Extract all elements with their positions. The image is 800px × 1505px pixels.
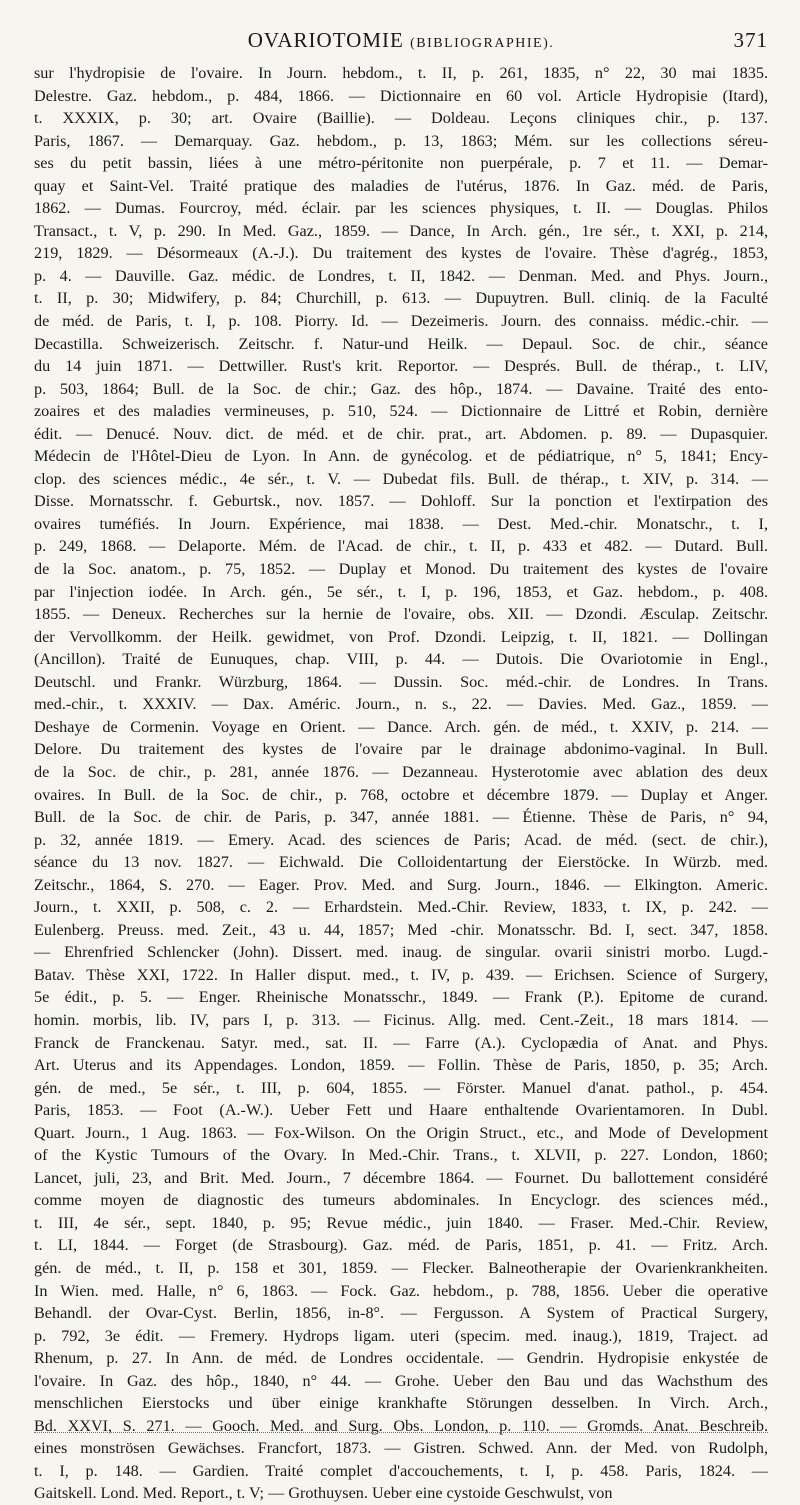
text-line: Transact., t. V, p. 290. In Med. Gaz., 1859. — Dance, In Arch. gén., 1re sér., t. XXI, p. 214, (34, 221, 768, 240)
text-line: med.-chir., t. XXXIV. — Dax. Améric. Journ., n. s., 22. — Davies. Med. Gaz., 1859. — (34, 695, 768, 714)
text-line: ovaires. In Bull. de la Soc. de chir., p. 768, octobre et décembre 1879. — Duplay et Anger. (34, 785, 768, 804)
text-line: édit. — Denucé. Nouv. dict. de méd. et de chir. prat., art. Abdomen. p. 89. — Dupasquier. (34, 424, 768, 443)
text-line: clop. des sciences médic., 4e sér., t. V. — Dubedat fils. Bull. de thérap., t. XIV, p. 314. — (34, 469, 768, 488)
text-line: ses du petit bassin, liées à une métro-péritonite non puerpérale, p. 7 et 11. — Demar- (34, 154, 768, 173)
text-line: Eulenberg. Preuss. med. Zeit., 43 u. 44, 1857; Med -chir. Monatsschr. Bd. I, sect. 347, 1858. (34, 920, 768, 939)
text-line: homin. morbis, lib. IV, pars I, p. 313. — Ficinus. Allg. med. Cent.-Zeit., 18 mars 1814. — (34, 1010, 768, 1029)
text-line: Médecin de l'Hôtel-Dieu de Lyon. In Ann. de gynécolog. et de pédiatrique, n° 5, 1841; Ency- (34, 447, 768, 466)
text-line: (Ancillon). Traité de Eunuques, chap. VIII, p. 44. — Dutois. Die Ovariotomie in Engl., (34, 650, 768, 669)
book-page (34, 28, 768, 1505)
text-line: In Wien. med. Halle, n° 6, 1863. — Fock. Gaz. hebdom., p. 788, 1856. Ueber die operative (34, 1281, 768, 1300)
text-line: p. 792, 3e édit. — Fremery. Hydrops ligam. uteri (specim. med. inaug.), 1819, Traject. ad (34, 1326, 768, 1345)
text-line: sur l'hydropisie de l'ovaire. In Journ. hebdom., t. II, p. 261, 1835, n° 22, 30 mai 1835. (34, 64, 768, 82)
text-line: Rhenum, p. 27. In Ann. de méd. de Londres occidentale. — Gendrin. Hydropisie enkystée de (34, 1349, 768, 1368)
text-line: Gaitskell. Lond. Med. Report., t. V; — Grothuysen. Ueber eine cystoide Geschwulst, von (34, 1484, 613, 1503)
text-line: gén. de med., 5e sér., t. III, p. 604, 1855. — Förster. Manuel d'anat. pathol., p. 454. (34, 1078, 768, 1097)
text-line: 1862. — Dumas. Fourcroy, méd. éclair. par les sciences physiques, t. II. — Douglas. Philos (34, 199, 768, 218)
text-line: Quart. Journ., 1 Aug. 1863. — Fox-Wilson. On the Origin Struct., etc., and Mode of Development (34, 1123, 768, 1142)
text-line: Art. Uterus and its Appendages. London, 1859. — Follin. Thèse de Paris, 1850, p. 35; Arch. (34, 1056, 768, 1075)
text-line: p. 249, 1868. — Delaporte. Mém. de l'Acad. de chir., t. II, p. 433 et 482. — Dutard. Bull. (34, 537, 768, 556)
text-line: Bull. de la Soc. de chir. de Paris, p. 347, année 1881. — Étienne. Thèse de Paris, n° 94, (34, 808, 768, 827)
text-line: Journ., t. XXII, p. 508, c. 2. — Erhardstein. Med.-Chir. Review, 1833, t. IX, p. 242. — (34, 898, 768, 917)
text-line: Lancet, juli, 23, and Brit. Med. Journ., 7 décembre 1864. — Fournet. Du ballottement considéré (34, 1168, 768, 1187)
text-line: de la Soc. de chir., p. 281, année 1876. — Dezanneau. Hysterotomie avec ablation des deux (34, 762, 768, 781)
text-line: t. XXXIX, p. 30; art. Ovaire (Baillie). — Doldeau. Leçons cliniques chir., p. 137. (34, 109, 768, 128)
text-line: de la Soc. anatom., p. 75, 1852. — Duplay et Monod. Du traitement des kystes de l'ovaire (34, 560, 768, 579)
running-title-main: OVARIOTOMIE (247, 28, 404, 52)
text-line: t. III, 4e sér., sept. 1840, p. 95; Revue médic., juin 1840. — Fraser. Med.-Chir. Review, (34, 1213, 768, 1232)
text-line: par l'injection iodée. In Arch. gén., 5e sér., t. I, p. 196, 1853, et Gaz. hebdom., p. 408. (34, 582, 768, 601)
text-line: de méd. de Paris, t. I, p. 108. Piorry. Id. — Dezeimeris. Journ. des connaiss. médic.-chir. — (34, 312, 768, 331)
text-line: comme moyen de diagnostic des tumeurs abdominales. In Encyclogr. des sciences méd., (34, 1191, 768, 1210)
text-line: quay et Saint-Vel. Traité pratique des maladies de l'utérus, 1876. In Gaz. méd. de Paris, (34, 176, 768, 195)
running-title (248, 28, 554, 53)
text-line: Batav. Thèse XXI, 1722. In Haller disput. med., t. IV, p. 439. — Erichsen. Science of Surgery, (34, 965, 768, 984)
text-line: t. I, p. 148. — Gardien. Traité complet d'accouchements, t. I, p. 458. Paris, 1824. — (34, 1461, 768, 1480)
text-line: — Ehrenfried Schlencker (John). Dissert. med. inaug. de singular. ovarii sinistri morbo. Lugd.- (34, 943, 768, 962)
text-line: zoaires et des maladies vermineuses, p. 510, 524. — Dictionnaire de Littré et Robin, dernière (34, 402, 768, 421)
text-line: Deshaye de Cormenin. Voyage en Orient. — Dance. Arch. gén. de méd., t. XXIV, p. 214. — (34, 717, 768, 736)
page-number: 371 (733, 28, 768, 52)
text-line: l'ovaire. In Gaz. des hôp., 1840, n° 44. — Grohe. Ueber den Bau und das Wachsthum des (34, 1371, 768, 1390)
text-line: Zeitschr., 1864, S. 270. — Eager. Prov. Med. and Surg. Journ., 1846. — Elkington. Americ. (34, 875, 768, 894)
text-line: 1855. — Deneux. Recherches sur la hernie de l'ovaire, obs. XII. — Dzondi. Æsculap. Zeitschr. (34, 605, 768, 624)
running-head (34, 28, 768, 62)
text-line: 219, 1829. — Désormeaux (A.-J.). Du traitement des kystes de l'ovaire. Thèse d'agrég., 1853, (34, 244, 768, 263)
text-line: Behandl. der Ovar-Cyst. Berlin, 1856, in-8°. — Fergusson. A System of Practical Surgery, (34, 1304, 768, 1323)
text-line: séance du 13 nov. 1827. — Eichwald. Die Colloidentartung der Eierstöcke. In Würzb. med. (34, 853, 768, 872)
footer-dotted-rule (34, 1432, 768, 1433)
text-line: der Vervollkomm. der Heilk. gewidmet, von Prof. Dzondi. Leipzig, t. II, 1821. — Dollingan (34, 627, 768, 646)
text-line: Paris, 1853. — Foot (A.-W.). Ueber Fett und Haare enthaltende Ovarientamoren. In Dubl. (34, 1101, 768, 1120)
text-line: Disse. Mornatsschr. f. Geburtsk., nov. 1857. — Dohloff. Sur la ponction et l'extirpation des (34, 492, 768, 511)
text-line: Decastilla. Schweizerisch. Zeitschr. f. Natur-und Heilk. — Depaul. Soc. de chir., séance (34, 334, 768, 353)
text-line: Delore. Du traitement des kystes de l'ovaire par le drainage abdonimo-vaginal. In Bull. (34, 740, 768, 759)
text-line: du 14 juin 1871. — Dettwiller. Rust's krit. Reportor. — Després. Bull. de thérap., t. LIV, (34, 357, 768, 376)
bibliography-text (34, 62, 768, 1505)
text-line: t. LI, 1844. — Forget (de Strasbourg). Gaz. méd. de Paris, 1851, p. 41. — Fritz. Arch. (34, 1236, 768, 1255)
text-line: Paris, 1867. — Demarquay. Gaz. hebdom., p. 13, 1863; Mém. sur les collections séreu- (34, 131, 768, 150)
text-line: Delestre. Gaz. hebdom., p. 484, 1866. — Dictionnaire en 60 vol. Article Hydropisie (Itard), (34, 86, 768, 105)
text-line: Deutschl. und Frankr. Würzburg, 1864. — Dussin. Soc. méd.-chir. de Londres. In Trans. (34, 672, 768, 691)
text-line: p. 503, 1864; Bull. de la Soc. de chir.; Gaz. des hôp., 1874. — Davaine. Traité des ento- (34, 379, 768, 398)
text-line: menschlichen Eierstocks und über einige krankhafte Störungen desselben. In Virch. Arch., (34, 1394, 768, 1413)
text-line: Bd. XXVI, S. 271. — Gooch. Med. and Surg. Obs. London, p. 110. — Gromds. Anat. Beschreib. (34, 1416, 768, 1435)
text-line: t. II, p. 30; Midwifery, p. 84; Churchill, p. 613. — Dupuytren. Bull. cliniq. de la Faculté (34, 289, 768, 308)
text-line: eines monströsen Gewächses. Francfort, 1873. — Gistren. Schwed. Ann. der Med. von Rudolph, (34, 1439, 768, 1458)
text-line: 5e édit., p. 5. — Enger. Rheinische Monatsschr., 1849. — Frank (P.). Epitome de curand. (34, 988, 768, 1007)
text-line: gén. de méd., t. II, p. 158 et 301, 1859. — Flecker. Balneotherapie der Ovarienkrankheiten. (34, 1258, 768, 1277)
text-line: of the Kystic Tumours of the Ovary. In Med.-Chir. Trans., t. XLVII, p. 227. London, 1860; (34, 1146, 768, 1165)
text-line: p. 4. — Dauville. Gaz. médic. de Londres, t. II, 1842. — Denman. Med. and Phys. Journ., (34, 266, 768, 285)
text-line: ovaires tuméfiés. In Journ. Expérience, mai 1838. — Dest. Med.-chir. Monatschr., t. I, (34, 514, 768, 533)
text-line: p. 32, année 1819. — Emery. Acad. des sciences de Paris; Acad. de méd. (sect. de chir.), (34, 830, 768, 849)
text-line: Franck de Franckenau. Satyr. med., sat. II. — Farre (A.). Cyclopædia of Anat. and Phys. (34, 1033, 768, 1052)
running-title-sub: (BIBLIOGRAPHIE). (410, 36, 555, 51)
